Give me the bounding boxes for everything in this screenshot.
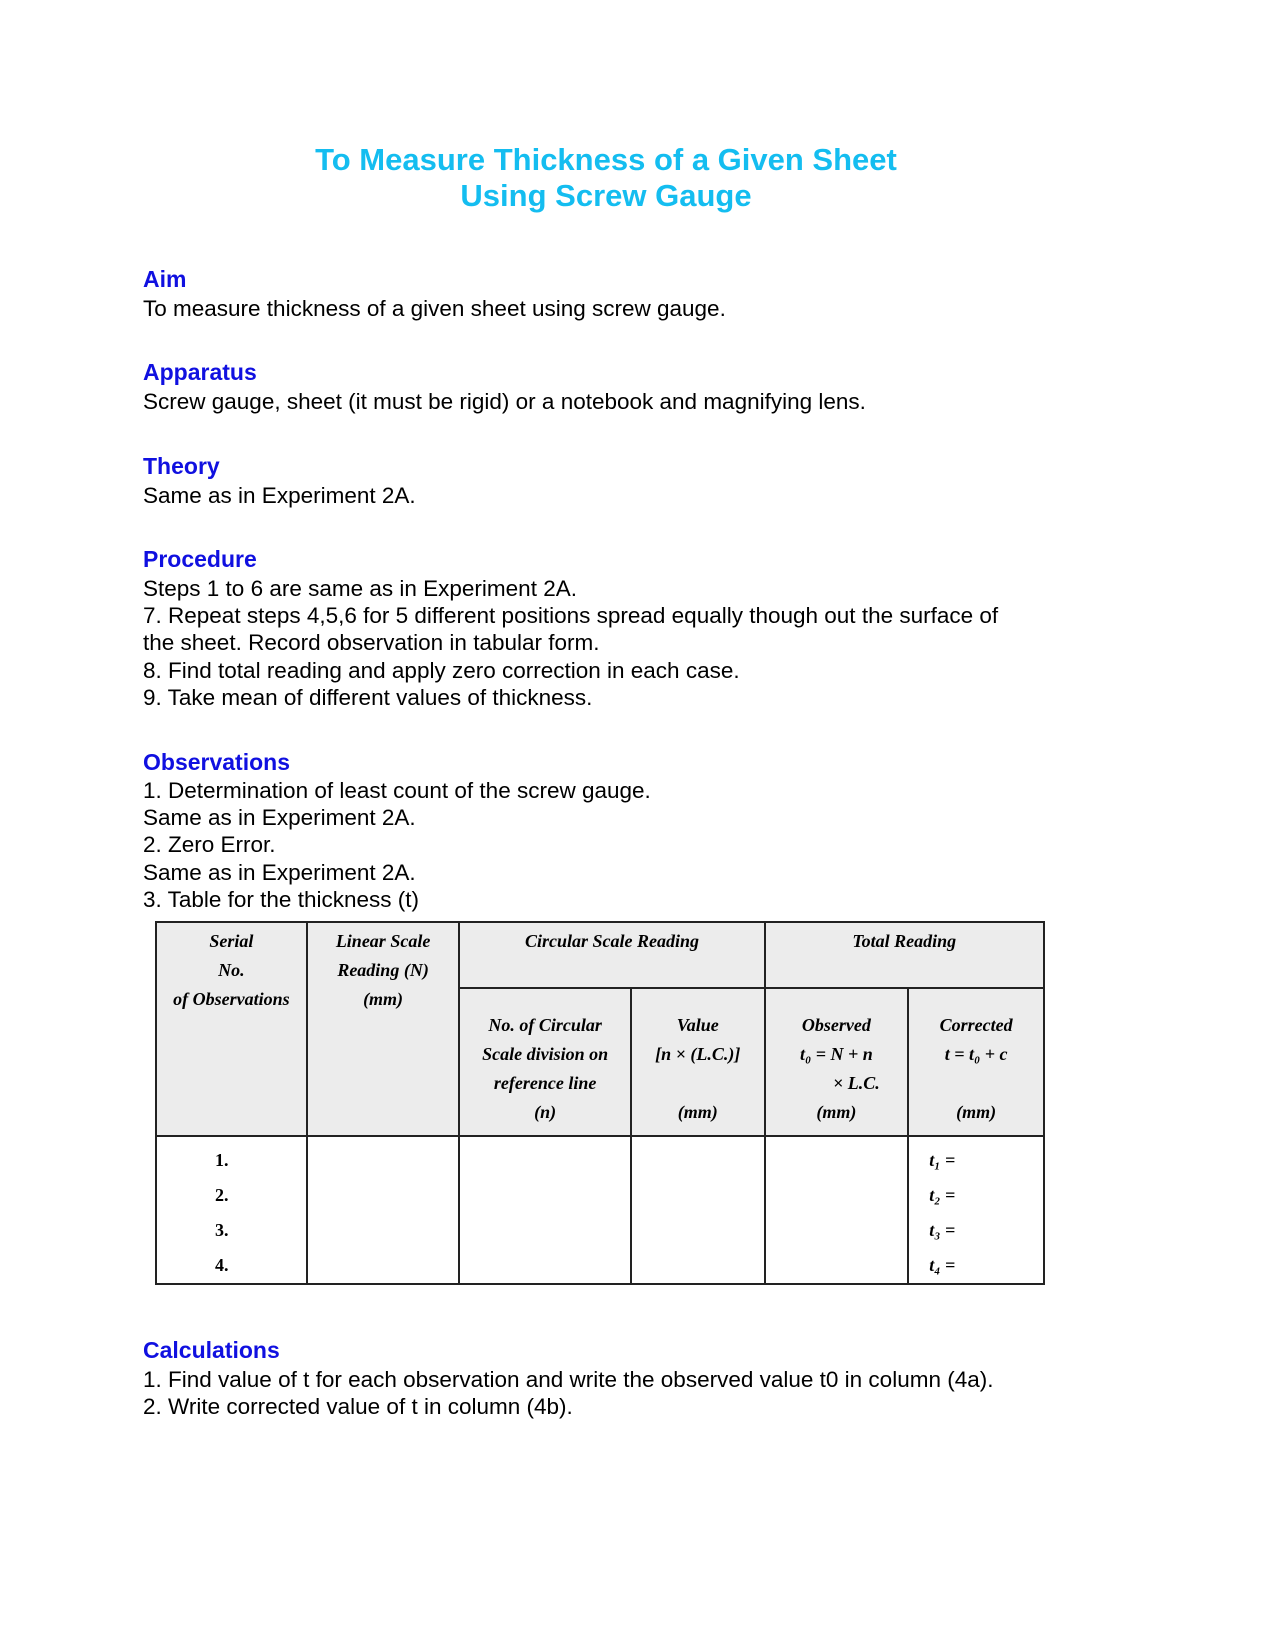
calculation-line: 1. Find value of t for each observation and write the observed value t0 in column (4a). — [143, 1367, 994, 1392]
header-spacer — [632, 1069, 764, 1098]
header-serial — [156, 922, 307, 1136]
header-value — [631, 988, 765, 1136]
apparatus-heading: Apparatus — [143, 359, 257, 385]
corrected-value: t₃ = — [929, 1220, 956, 1240]
observations-text — [143, 777, 1143, 913]
header-text: × L.C. — [832, 1073, 880, 1093]
theory-heading: Theory — [143, 453, 220, 479]
observation-line: 1. Determination of least count of the screw gauge. — [143, 778, 651, 803]
observation-line: 2. Zero Error. — [143, 832, 276, 858]
header-text: reference line — [493, 1073, 597, 1093]
header-text: of Observations — [173, 989, 290, 1009]
observation-line: Same as in Experiment 2A. — [143, 859, 416, 885]
calculations-text — [143, 1366, 1143, 1420]
circular-division-cell — [459, 1136, 631, 1284]
procedure-line: the sheet. Record observation in tabular form. — [143, 630, 600, 656]
serial-number: 4. — [215, 1255, 229, 1275]
header-text: (mm) — [956, 1102, 997, 1122]
header-total-reading: Total Reading — [765, 922, 1044, 988]
header-corrected — [908, 988, 1044, 1136]
procedure-heading: Procedure — [143, 546, 257, 572]
header-text: Scale division on — [482, 1044, 609, 1064]
observation-line: Same as in Experiment 2A. — [143, 805, 416, 831]
linear-scale-cell — [307, 1136, 460, 1284]
calculations-heading: Calculations — [143, 1337, 280, 1363]
calculation-line: 2. Write corrected value of t in column (4b). — [143, 1394, 573, 1420]
title-line-2: Using Screw Gauge — [460, 178, 752, 213]
serial-number: 2. — [215, 1185, 229, 1205]
header-text: Serial — [209, 931, 254, 951]
theory-text: Same as in Experiment 2A. — [143, 483, 416, 508]
corrected-value: t₁ = — [929, 1150, 956, 1170]
header-linear-scale — [307, 922, 460, 1136]
corrected-value: t₄ = — [929, 1255, 956, 1275]
header-spacer — [909, 1069, 1043, 1098]
procedure-line: 8. Find total reading and apply zero correction in each case. — [143, 657, 740, 683]
header-no-circular — [459, 988, 631, 1136]
header-text: (mm) — [677, 1102, 718, 1122]
observations-heading: Observations — [143, 749, 290, 775]
apparatus-text: Screw gauge, sheet (it must be rigid) or a notebook and magnifying lens. — [143, 389, 866, 414]
aim-heading: Aim — [143, 266, 187, 292]
procedure-line: Steps 1 to 6 are same as in Experiment 2A. — [143, 576, 577, 601]
header-text: Value — [676, 1015, 719, 1035]
observation-line: 3. Table for the thickness (t) — [143, 886, 419, 912]
serial-number: 1. — [215, 1150, 229, 1170]
header-text: Corrected — [939, 1015, 1013, 1035]
title-line-1: To Measure Thickness of a Given Sheet — [315, 142, 897, 177]
procedure-line: 9. Take mean of different values of thickness. — [143, 684, 593, 710]
procedure-line: 7. Repeat steps 4,5,6 for 5 different positions spread equally though out the surface of — [143, 603, 999, 629]
header-text: t = t₀ + c — [944, 1044, 1008, 1064]
page-title — [0, 142, 1212, 214]
header-text: (mm) — [816, 1102, 857, 1122]
header-text: Linear Scale — [335, 931, 431, 951]
header-text: No. — [218, 960, 245, 980]
aim-text: To measure thickness of a given sheet using screw gauge. — [143, 296, 726, 321]
header-text: [n × (L.C.)] — [655, 1044, 741, 1064]
serial-column — [156, 1136, 307, 1284]
corrected-column — [908, 1136, 1044, 1284]
header-text: Reading (N) — [337, 960, 429, 980]
thickness-table — [155, 921, 1045, 1285]
observed-cell — [765, 1136, 909, 1284]
value-cell — [631, 1136, 765, 1284]
header-text: (n) — [534, 1102, 557, 1122]
header-text: No. of Circular — [488, 1015, 602, 1035]
header-circular-scale: Circular Scale Reading — [459, 922, 764, 988]
header-text: Observed — [801, 1015, 871, 1035]
corrected-value: t₂ = — [929, 1185, 956, 1205]
header-text: (mm) — [363, 989, 404, 1009]
header-observed — [765, 988, 909, 1136]
header-text: t₀ = N + n — [799, 1044, 873, 1064]
procedure-text — [143, 575, 1143, 711]
serial-number: 3. — [215, 1220, 229, 1240]
